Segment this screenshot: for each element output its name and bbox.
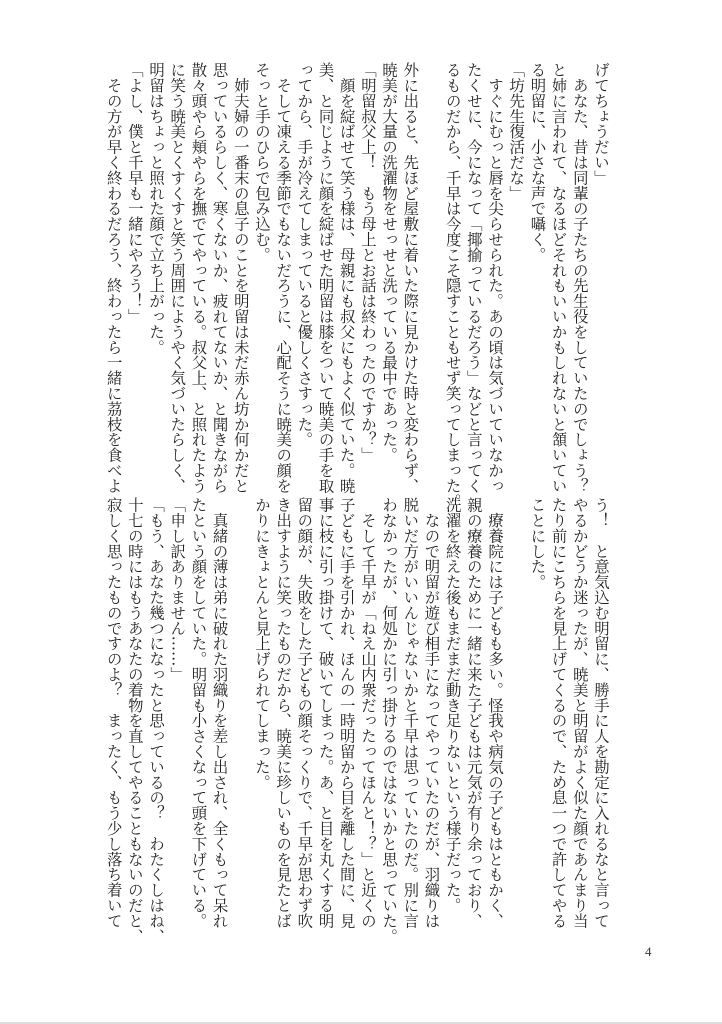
text-line: 療養院には子どもも多い。怪我や病気の子どもはともかく、 bbox=[486, 497, 505, 929]
text-line: 顔を綻ばせて笑う様は、母親にも叔父にもよく似ていた。暁 bbox=[337, 62, 356, 494]
text-line: 外に出ると、先ほど屋敷に着いた際に見かけた時と変わらず、 bbox=[401, 62, 420, 494]
text-line: 子どもに手を引かれ、ほんの一時明留から目を離した間に、見 bbox=[337, 497, 356, 929]
blank-line bbox=[230, 497, 251, 917]
page-number: 4 bbox=[645, 944, 652, 959]
text-line: 脱いだ方がいいんじゃないかと千早は思っていたのだ。別に言 bbox=[401, 497, 420, 929]
text-line: 明留はちょっと照れた顔で立ち上がった。 bbox=[147, 62, 166, 355]
text-line: たくせに、今になって「揶揄っているだろう」などと言ってく bbox=[464, 62, 483, 494]
text-line: 「申し訳ありません……」 bbox=[168, 497, 187, 682]
text-line: 「よし、僕と千早も一緒にやろう！」 bbox=[125, 62, 144, 324]
text-block-top bbox=[103, 62, 612, 509]
text-line: その方が早く終わるだろう、終わったら一緒に茘枝を食べよ bbox=[104, 62, 123, 494]
text-line: あなた、昔は同輩の子たちの先生役をしていたのでしょう？ bbox=[570, 62, 589, 494]
text-line: 思っているらしく、寒くないか、疲れてないか、と聞きながら bbox=[210, 62, 229, 494]
text-line: げてちょうだい」 bbox=[592, 62, 610, 186]
text-line: そして千早が「ねえ山内衆だったってほんと！？」と近くの bbox=[358, 497, 377, 929]
blank-line bbox=[420, 62, 441, 482]
text-line: たり前にこちらを見上げてくるので、ため息一つで許してやる bbox=[549, 497, 568, 929]
text-line: そして凍える季節でもないだろうに、心配そうに暁美の顔を bbox=[274, 62, 293, 494]
text-line: 美、と同じように顔を綻ばせた明留は膝をついて暁美の手を取 bbox=[316, 62, 335, 494]
text-line: やるかどうか迷ったが、暁美と明留がよく似た顔であんまり当 bbox=[570, 497, 589, 929]
text-line: 寂しく思ったものですのよ？ まったく、もう少し落ち着いて bbox=[104, 497, 123, 929]
text-line: 「坊先生復活だな」 bbox=[507, 62, 526, 201]
text-line: かりにきょとんと見上げられてしまった。 bbox=[253, 497, 271, 790]
text-line: わなかったが、何処かに引っ掛けるのではないかと思っていた。 bbox=[380, 497, 399, 944]
text-line: 「明留叔父上！ もう母上とお話は終わったのですか？」 bbox=[358, 62, 377, 463]
text-line: 洗濯を終えた後もまだまだ動き足りないという様子だった。 bbox=[443, 497, 462, 913]
text-line: 留の顔が、失敗をした子どもの顔そっくりで、千早が思わず吹 bbox=[295, 497, 314, 929]
text-line: 事に枝に引っ掛けて、破いてしまった。あ、と目を丸くする明 bbox=[316, 497, 335, 929]
text-line: 「もう、あなた幾つになったと思っているの？ わたくしはね、 bbox=[147, 497, 166, 944]
text-line: ことにした。 bbox=[528, 497, 547, 590]
text-line: と姉に言われて、なるほどそれもいいかもしれないと頷いてい bbox=[549, 62, 568, 494]
blank-line bbox=[505, 497, 526, 917]
text-line: 姉夫婦の一番末の息子のことを明留は未だ赤ん坊か何かだと bbox=[231, 62, 250, 494]
text-line: 暁美が大量の洗濯物をせっせと洗っている最中であった。 bbox=[380, 62, 399, 463]
text-line: 真緒の薄は弟に破れた羽織りを差し出され、全くもって呆れ bbox=[210, 497, 229, 929]
text-line: 親の療養のために一緒に来た子どもは元気が有り余っており、 bbox=[464, 497, 483, 929]
text-line: に笑う暁美とくすくすと笑う周囲にようやく気づいたらしく、 bbox=[168, 62, 187, 494]
text-line: 十七の時にはもうあなたの着物を直してやることもないのだと、 bbox=[125, 497, 144, 944]
text-line: たという顔をしていた。明留も小さくなって頭を下げている。 bbox=[189, 497, 208, 929]
text-line: そっと手のひらで包み込む。 bbox=[253, 62, 271, 263]
text-line: るものだから、千早は今度こそ隠すこともせず笑ってしまった。 bbox=[443, 62, 462, 509]
text-line: 散々頭やら頬やらを撫でてやっている。叔父上、と照れたよう bbox=[189, 62, 208, 494]
text-line: う！ と意気込む明留に、勝手に人を勘定に入れるなと言って bbox=[592, 497, 610, 929]
text-block-bottom bbox=[103, 497, 612, 944]
text-line: き出すように笑ったものだから、暁美に珍しいものを見たとば bbox=[274, 497, 293, 929]
text-line: なので明留が遊び相手になってやっていたのだが、羽織りは bbox=[422, 497, 441, 929]
text-line: ってから、手が冷えてしまっていると優しくさすった。 bbox=[295, 62, 314, 447]
text-line: すぐにむっと唇を尖らせられた。あの頃は気づいていなかっ bbox=[486, 62, 505, 494]
text-line: る明留に、小さな声で囁く。 bbox=[528, 62, 547, 263]
